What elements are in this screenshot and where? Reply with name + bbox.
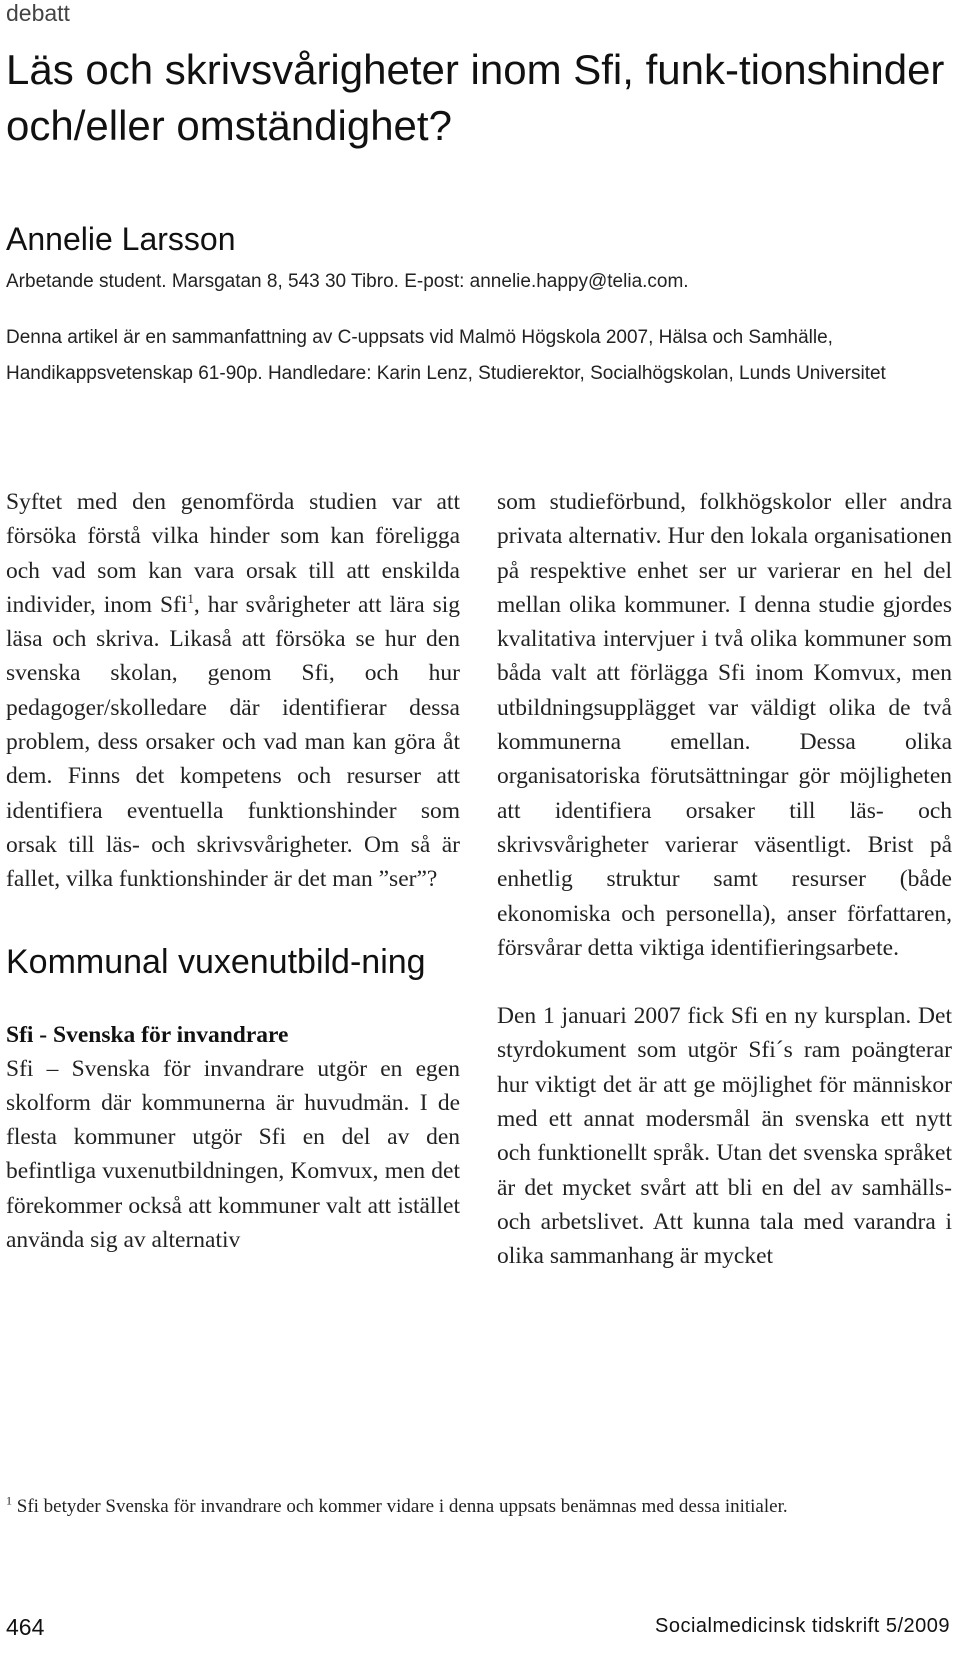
left-column [6,485,460,1257]
journal-name: Socialmedicinsk tidskrift 5/2009 [654,1615,950,1637]
section-tag: debatt [6,0,70,26]
page-number: 464 [6,1614,45,1640]
intro-text-end: , har svårigheter att lära sig läsa och skriva. Likaså att försöka se hur den svenska skolan, genom Sfi, och hur pedagoger/skolledare där identifierar dessa problem, dess orsaker och vad man kan göra åt dem. Finns det kompetens och resurser att identifiera eventuella funktionshinder som orsak till läs- och skrivsvårigheter. Om så är fallet, vilka funktionshinder är det man ”ser”? [6,591,460,893]
article-note: Denna artikel är en sammanfattning av C-uppsats vid Malmö Högskola 2007, Hälsa och Samhälle, Handikappsvetenskap 61-90p. Handledare: Karin Lenz, Studierektor, Socialhögskolan, Lunds Universitet [6,327,886,384]
footnote-ref: 1 [187,591,194,607]
intro-paragraph [6,485,460,897]
author-affiliation: Arbetande student. Marsgatan 8, 543 30 Tibro. E-post: annelie.happy@telia.com. [6,271,689,292]
sfi-paragraph: Sfi – Svenska för invandrare utgör en egen skolform där kommunerna är huvudmän. I de flesta kommuner utgör Sfi en del av den befintliga vuxenutbildningen, Komvux, men det förekommer också att kommuner valt att istället använda sig av alternativ [6,1055,460,1254]
section-heading-kommunal: Kommunal vuxenutbild-ning [6,942,426,981]
intro-text-start: Syftet med den genomförda studien var att försöka förstå vilka hinder som kan föreligga och vad som kan vara orsak till att enskilda individer, inom Sfi [6,489,460,618]
author-name: Annelie Larsson [6,221,236,257]
subsection-heading-sfi: Sfi - Svenska för invandrare [6,1021,289,1048]
footnote-text: Sfi betyder Svenska för invandrare och kommer vidare i denna uppsats benämnas med dessa initialer. [12,1496,788,1517]
article-title: Läs och skrivsvårigheter inom Sfi, funk-tionshinder och/eller omständighet? [6,46,945,149]
footnote-number: 1 [6,1493,12,1508]
right-paragraph-1: som studieförbund, folkhögskolor eller andra privata alternativ. Hur den lokala organisationen på respektive enhet ser ur varierar en hel del mellan olika kommuner. I denna studie gjordes kvalitativa intervjuer i två olika kommuner som båda valt att förlägga Sfi inom Komvux, men utbildningsupplägget var väldigt olika de två kommunerna emellan. Dessa olika organisatoriska förutsättningar gör möjligheten att identifiera orsaker till läs- och skrivsvårigheter varierar väsentligt. Brist på enhetlig struktur samt resurser (både ekonomiska och personella), anser författaren, försvårar detta viktiga identifieringsarbete. [497,489,952,961]
right-paragraph-2: Den 1 januari 2007 fick Sfi en ny kursplan. Det styrdokument som utgör Sfi´s ram poängterar hur viktigt det är att ge möjlighet för människor med ett annat modersmål än svenska ett nytt och funktionellt språk. Utan det svenska språket är det mycket svårt att bli en del av samhälls- och arbetslivet. Att kunna tala med varandra i olika sammanhang är mycket [497,1003,952,1270]
right-column [497,485,952,1274]
footnote [6,1493,946,1521]
